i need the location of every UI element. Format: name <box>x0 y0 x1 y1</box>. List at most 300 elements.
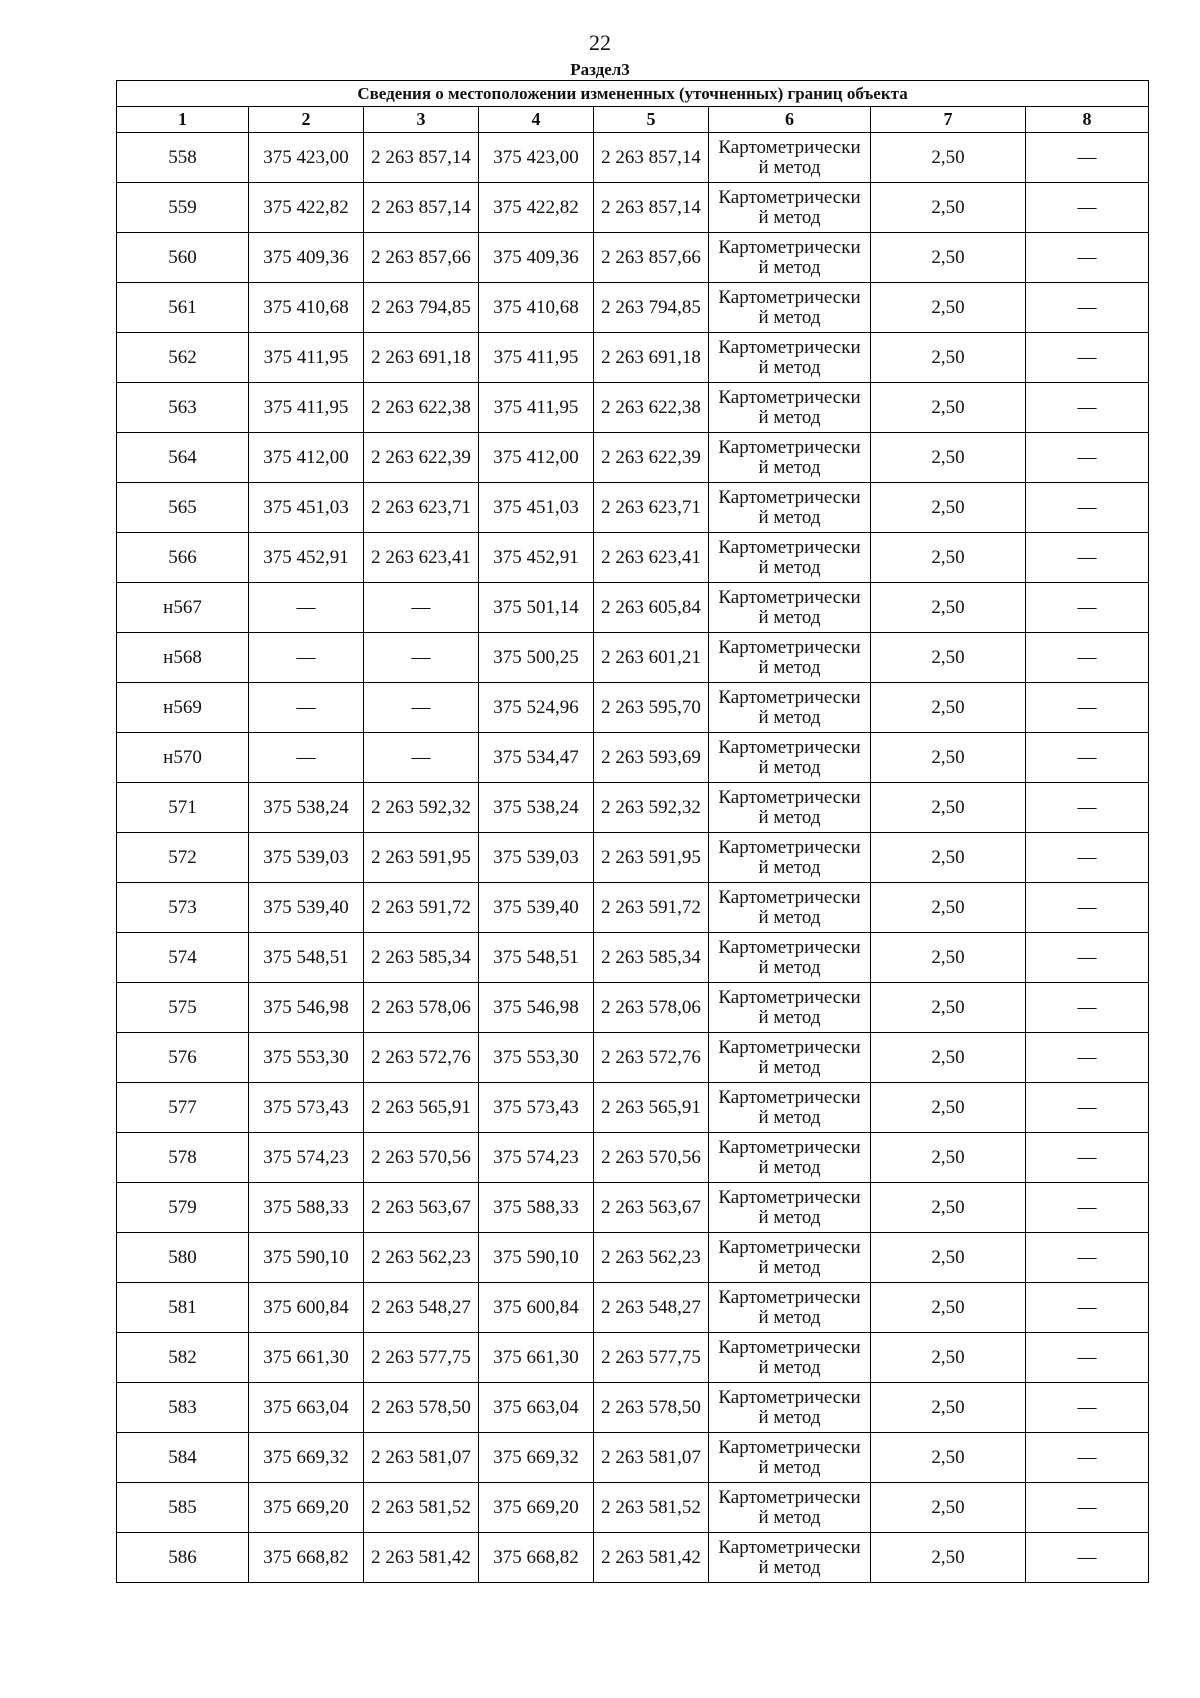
cell-method <box>709 1533 871 1583</box>
method-line-1: Картометрически <box>718 436 861 458</box>
cell-note: — <box>1026 933 1149 983</box>
cell-old-y: — <box>364 683 479 733</box>
cell-new-x: 375 411,95 <box>479 333 594 383</box>
cell-method <box>709 1383 871 1433</box>
table-row <box>117 633 1149 683</box>
cell-new-y: 2 263 548,27 <box>594 1283 709 1333</box>
table-row <box>117 433 1149 483</box>
cell-note: — <box>1026 1383 1149 1433</box>
cell-point-number: 566 <box>117 533 249 583</box>
cell-old-x: 375 668,82 <box>249 1533 364 1583</box>
cell-note: — <box>1026 1483 1149 1533</box>
cell-accuracy: 2,50 <box>871 133 1026 183</box>
cell-new-y: 2 263 601,21 <box>594 633 709 683</box>
cell-old-y: 2 263 581,42 <box>364 1533 479 1583</box>
cell-new-y: 2 263 623,71 <box>594 483 709 533</box>
cell-point-number: 563 <box>117 383 249 433</box>
cell-note: — <box>1026 1133 1149 1183</box>
cell-old-y: 2 263 794,85 <box>364 283 479 333</box>
cell-point-number: 565 <box>117 483 249 533</box>
cell-method <box>709 683 871 733</box>
cell-point-number: 560 <box>117 233 249 283</box>
cell-note: — <box>1026 333 1149 383</box>
method-line-1: Картометрически <box>718 286 861 308</box>
cell-old-x: 375 411,95 <box>249 383 364 433</box>
cell-old-y: 2 263 578,06 <box>364 983 479 1033</box>
cell-point-number: 574 <box>117 933 249 983</box>
table-body <box>117 133 1149 1583</box>
cell-point-number: 562 <box>117 333 249 383</box>
table-row <box>117 1433 1149 1483</box>
cell-old-x: 375 412,00 <box>249 433 364 483</box>
method-line-1: Картометрически <box>718 1436 861 1458</box>
method-line-2: й метод <box>758 406 821 428</box>
cell-new-x: 375 501,14 <box>479 583 594 633</box>
cell-new-y: 2 263 572,76 <box>594 1033 709 1083</box>
cell-old-y: 2 263 857,66 <box>364 233 479 283</box>
cell-method <box>709 1133 871 1183</box>
cell-new-y: 2 263 592,32 <box>594 783 709 833</box>
cell-method <box>709 233 871 283</box>
cell-old-y: 2 263 623,41 <box>364 533 479 583</box>
cell-note: — <box>1026 533 1149 583</box>
method-line-2: й метод <box>758 856 821 878</box>
cell-new-x: 375 600,84 <box>479 1283 594 1333</box>
cell-method <box>709 883 871 933</box>
page-number: 22 <box>589 30 611 55</box>
column-header-5: 5 <box>594 107 709 133</box>
cell-old-y: 2 263 562,23 <box>364 1233 479 1283</box>
table-caption: Сведения о местоположении измененных (уточненных) границ объекта <box>117 81 1149 107</box>
column-header-8: 8 <box>1026 107 1149 133</box>
method-line-1: Картометрически <box>718 186 861 208</box>
method-line-2: й метод <box>758 1256 821 1278</box>
cell-new-x: 375 423,00 <box>479 133 594 183</box>
cell-accuracy: 2,50 <box>871 1233 1026 1283</box>
method-line-2: й метод <box>758 556 821 578</box>
cell-point-number: 564 <box>117 433 249 483</box>
cell-old-x: 375 411,95 <box>249 333 364 383</box>
cell-new-y: 2 263 563,67 <box>594 1183 709 1233</box>
cell-accuracy: 2,50 <box>871 1333 1026 1383</box>
cell-old-x: 375 538,24 <box>249 783 364 833</box>
table-row <box>117 1483 1149 1533</box>
table-row <box>117 183 1149 233</box>
cell-old-x: — <box>249 583 364 633</box>
cell-new-x: 375 410,68 <box>479 283 594 333</box>
cell-accuracy: 2,50 <box>871 483 1026 533</box>
cell-note: — <box>1026 1183 1149 1233</box>
method-line-2: й метод <box>758 656 821 678</box>
method-line-1: Картометрически <box>718 936 861 958</box>
cell-point-number: 576 <box>117 1033 249 1083</box>
cell-accuracy: 2,50 <box>871 1383 1026 1433</box>
method-line-2: й метод <box>758 1206 821 1228</box>
method-line-2: й метод <box>758 356 821 378</box>
cell-old-x: 375 553,30 <box>249 1033 364 1083</box>
cell-old-x: 375 423,00 <box>249 133 364 183</box>
table-row <box>117 983 1149 1033</box>
cell-point-number: 584 <box>117 1433 249 1483</box>
cell-old-y: 2 263 578,50 <box>364 1383 479 1433</box>
cell-point-number: 579 <box>117 1183 249 1233</box>
cell-new-y: 2 263 623,41 <box>594 533 709 583</box>
method-line-2: й метод <box>758 1006 821 1028</box>
cell-old-x: 375 546,98 <box>249 983 364 1033</box>
cell-new-x: 375 538,24 <box>479 783 594 833</box>
cell-method <box>709 1433 871 1483</box>
cell-method <box>709 833 871 883</box>
method-line-2: й метод <box>758 1306 821 1328</box>
cell-new-y: 2 263 577,75 <box>594 1333 709 1383</box>
cell-old-x: — <box>249 733 364 783</box>
cell-method <box>709 783 871 833</box>
cell-old-x: — <box>249 633 364 683</box>
method-line-2: й метод <box>758 1556 821 1578</box>
cell-accuracy: 2,50 <box>871 333 1026 383</box>
cell-point-number: 583 <box>117 1383 249 1433</box>
cell-old-x: 375 573,43 <box>249 1083 364 1133</box>
method-line-2: й метод <box>758 1456 821 1478</box>
cell-old-y: 2 263 623,71 <box>364 483 479 533</box>
cell-accuracy: 2,50 <box>871 583 1026 633</box>
cell-new-x: 375 588,33 <box>479 1183 594 1233</box>
cell-new-x: 375 669,20 <box>479 1483 594 1533</box>
cell-method <box>709 983 871 1033</box>
cell-point-number: 573 <box>117 883 249 933</box>
cell-method <box>709 933 871 983</box>
cell-old-x: — <box>249 683 364 733</box>
cell-accuracy: 2,50 <box>871 1433 1026 1483</box>
method-line-2: й метод <box>758 1506 821 1528</box>
cell-new-x: 375 590,10 <box>479 1233 594 1283</box>
cell-point-number: 572 <box>117 833 249 883</box>
cell-note: — <box>1026 483 1149 533</box>
cell-method <box>709 583 871 633</box>
cell-note: — <box>1026 633 1149 683</box>
table-row <box>117 1083 1149 1133</box>
cell-new-x: 375 452,91 <box>479 533 594 583</box>
cell-new-y: 2 263 581,42 <box>594 1533 709 1583</box>
cell-point-number: 561 <box>117 283 249 333</box>
cell-note: — <box>1026 733 1149 783</box>
cell-new-x: 375 500,25 <box>479 633 594 683</box>
cell-old-y: 2 263 577,75 <box>364 1333 479 1383</box>
cell-new-y: 2 263 585,34 <box>594 933 709 983</box>
method-line-2: й метод <box>758 506 821 528</box>
cell-accuracy: 2,50 <box>871 983 1026 1033</box>
cell-point-number: 559 <box>117 183 249 233</box>
method-line-2: й метод <box>758 606 821 628</box>
cell-new-y: 2 263 857,66 <box>594 233 709 283</box>
method-line-2: й метод <box>758 456 821 478</box>
method-line-2: й метод <box>758 256 821 278</box>
cell-new-y: 2 263 857,14 <box>594 133 709 183</box>
cell-new-x: 375 573,43 <box>479 1083 594 1133</box>
method-line-1: Картометрически <box>718 636 861 658</box>
cell-new-x: 375 422,82 <box>479 183 594 233</box>
cell-old-x: 375 548,51 <box>249 933 364 983</box>
cell-note: — <box>1026 983 1149 1033</box>
cell-new-x: 375 668,82 <box>479 1533 594 1583</box>
cell-accuracy: 2,50 <box>871 1283 1026 1333</box>
cell-old-y: 2 263 857,14 <box>364 183 479 233</box>
method-line-1: Картометрически <box>718 786 861 808</box>
cell-new-y: 2 263 562,23 <box>594 1233 709 1283</box>
cell-new-y: 2 263 570,56 <box>594 1133 709 1183</box>
cell-accuracy: 2,50 <box>871 233 1026 283</box>
table-row <box>117 283 1149 333</box>
cell-note: — <box>1026 133 1149 183</box>
cell-accuracy: 2,50 <box>871 833 1026 883</box>
cell-new-y: 2 263 578,06 <box>594 983 709 1033</box>
cell-old-y: 2 263 622,38 <box>364 383 479 433</box>
method-line-1: Картометрически <box>718 1086 861 1108</box>
cell-new-y: 2 263 565,91 <box>594 1083 709 1133</box>
table-row <box>117 683 1149 733</box>
cell-new-x: 375 553,30 <box>479 1033 594 1083</box>
column-header-1: 1 <box>117 107 249 133</box>
method-line-1: Картометрически <box>718 236 861 258</box>
table-row <box>117 883 1149 933</box>
cell-note: — <box>1026 583 1149 633</box>
method-line-2: й метод <box>758 1056 821 1078</box>
cell-accuracy: 2,50 <box>871 683 1026 733</box>
cell-method <box>709 483 871 533</box>
method-line-2: й метод <box>758 1106 821 1128</box>
cell-accuracy: 2,50 <box>871 1533 1026 1583</box>
cell-old-y: 2 263 581,52 <box>364 1483 479 1533</box>
method-line-2: й метод <box>758 906 821 928</box>
cell-old-x: 375 539,03 <box>249 833 364 883</box>
table-row <box>117 583 1149 633</box>
cell-note: — <box>1026 1033 1149 1083</box>
cell-note: — <box>1026 433 1149 483</box>
table-row <box>117 733 1149 783</box>
cell-old-y: — <box>364 633 479 683</box>
cell-note: — <box>1026 683 1149 733</box>
column-header-2: 2 <box>249 107 364 133</box>
cell-accuracy: 2,50 <box>871 283 1026 333</box>
cell-old-y: 2 263 572,76 <box>364 1033 479 1083</box>
method-line-2: й метод <box>758 756 821 778</box>
cell-point-number: н567 <box>117 583 249 633</box>
cell-accuracy: 2,50 <box>871 433 1026 483</box>
cell-old-y: 2 263 585,34 <box>364 933 479 983</box>
cell-old-x: 375 588,33 <box>249 1183 364 1233</box>
method-line-1: Картометрически <box>718 1536 861 1558</box>
method-line-1: Картометрически <box>718 1336 861 1358</box>
cell-note: — <box>1026 233 1149 283</box>
cell-new-x: 375 409,36 <box>479 233 594 283</box>
cell-new-y: 2 263 622,39 <box>594 433 709 483</box>
cell-new-y: 2 263 605,84 <box>594 583 709 633</box>
cell-old-y: 2 263 691,18 <box>364 333 479 383</box>
method-line-2: й метод <box>758 1356 821 1378</box>
cell-new-y: 2 263 622,38 <box>594 383 709 433</box>
cell-old-x: 375 422,82 <box>249 183 364 233</box>
cell-method <box>709 1033 871 1083</box>
method-line-1: Картометрически <box>718 986 861 1008</box>
cell-accuracy: 2,50 <box>871 183 1026 233</box>
method-line-1: Картометрически <box>718 1036 861 1058</box>
cell-new-y: 2 263 593,69 <box>594 733 709 783</box>
cell-old-y: 2 263 857,14 <box>364 133 479 183</box>
cell-accuracy: 2,50 <box>871 933 1026 983</box>
cell-old-x: 375 409,36 <box>249 233 364 283</box>
cell-new-y: 2 263 578,50 <box>594 1383 709 1433</box>
cell-method <box>709 1333 871 1383</box>
method-line-1: Картометрически <box>718 536 861 558</box>
table-row <box>117 333 1149 383</box>
cell-method <box>709 1233 871 1283</box>
method-line-1: Картометрически <box>718 386 861 408</box>
cell-new-x: 375 669,32 <box>479 1433 594 1483</box>
cell-note: — <box>1026 883 1149 933</box>
cell-point-number: 575 <box>117 983 249 1033</box>
method-line-2: й метод <box>758 956 821 978</box>
cell-point-number: 586 <box>117 1533 249 1583</box>
cell-old-x: 375 539,40 <box>249 883 364 933</box>
cell-old-x: 375 669,32 <box>249 1433 364 1483</box>
method-line-1: Картометрически <box>718 886 861 908</box>
table-row <box>117 1183 1149 1233</box>
cell-accuracy: 2,50 <box>871 383 1026 433</box>
method-line-1: Картометрически <box>718 1136 861 1158</box>
cell-method <box>709 1283 871 1333</box>
cell-old-x: 375 600,84 <box>249 1283 364 1333</box>
method-line-1: Картометрически <box>718 1286 861 1308</box>
method-line-2: й метод <box>758 1406 821 1428</box>
cell-new-y: 2 263 581,52 <box>594 1483 709 1533</box>
table-row <box>117 1233 1149 1283</box>
cell-old-y: 2 263 570,56 <box>364 1133 479 1183</box>
table-row <box>117 1383 1149 1433</box>
cell-new-x: 375 546,98 <box>479 983 594 1033</box>
cell-old-x: 375 663,04 <box>249 1383 364 1433</box>
table-row <box>117 483 1149 533</box>
cell-old-y: 2 263 563,67 <box>364 1183 479 1233</box>
cell-accuracy: 2,50 <box>871 783 1026 833</box>
cell-old-y: 2 263 622,39 <box>364 433 479 483</box>
cell-old-x: 375 669,20 <box>249 1483 364 1533</box>
cell-note: — <box>1026 283 1149 333</box>
cell-point-number: 582 <box>117 1333 249 1383</box>
cell-old-x: 375 452,91 <box>249 533 364 583</box>
cell-accuracy: 2,50 <box>871 1133 1026 1183</box>
method-line-2: й метод <box>758 156 821 178</box>
cell-accuracy: 2,50 <box>871 1183 1026 1233</box>
cell-point-number: н568 <box>117 633 249 683</box>
cell-accuracy: 2,50 <box>871 633 1026 683</box>
cell-method <box>709 283 871 333</box>
table-row <box>117 383 1149 433</box>
table-row <box>117 833 1149 883</box>
table-row <box>117 1533 1149 1583</box>
table-row <box>117 783 1149 833</box>
cell-old-y: — <box>364 733 479 783</box>
cell-note: — <box>1026 783 1149 833</box>
cell-method <box>709 533 871 583</box>
cell-new-x: 375 548,51 <box>479 933 594 983</box>
cell-point-number: 581 <box>117 1283 249 1333</box>
column-number-row <box>117 107 1149 133</box>
cell-new-x: 375 524,96 <box>479 683 594 733</box>
cell-note: — <box>1026 383 1149 433</box>
cell-method <box>709 133 871 183</box>
cell-note: — <box>1026 1433 1149 1483</box>
cell-method <box>709 433 871 483</box>
cell-point-number: 571 <box>117 783 249 833</box>
cell-accuracy: 2,50 <box>871 883 1026 933</box>
cell-new-y: 2 263 581,07 <box>594 1433 709 1483</box>
method-line-1: Картометрически <box>718 1486 861 1508</box>
cell-old-y: 2 263 592,32 <box>364 783 479 833</box>
cell-new-x: 375 661,30 <box>479 1333 594 1383</box>
cell-point-number: 558 <box>117 133 249 183</box>
cell-point-number: 585 <box>117 1483 249 1533</box>
cell-new-x: 375 663,04 <box>479 1383 594 1433</box>
cell-new-y: 2 263 591,72 <box>594 883 709 933</box>
cell-point-number: 578 <box>117 1133 249 1183</box>
column-header-3: 3 <box>364 107 479 133</box>
table-row <box>117 133 1149 183</box>
cell-method <box>709 383 871 433</box>
cell-note: — <box>1026 183 1149 233</box>
method-line-1: Картометрически <box>718 1386 861 1408</box>
table-row <box>117 533 1149 583</box>
cell-method <box>709 183 871 233</box>
cell-old-y: 2 263 591,95 <box>364 833 479 883</box>
column-header-6: 6 <box>709 107 871 133</box>
method-line-2: й метод <box>758 306 821 328</box>
cell-note: — <box>1026 1233 1149 1283</box>
method-line-2: й метод <box>758 206 821 228</box>
method-line-2: й метод <box>758 706 821 728</box>
cell-old-y: 2 263 548,27 <box>364 1283 479 1333</box>
cell-old-x: 375 410,68 <box>249 283 364 333</box>
method-line-2: й метод <box>758 806 821 828</box>
cell-point-number: 580 <box>117 1233 249 1283</box>
cell-method <box>709 1483 871 1533</box>
cell-note: — <box>1026 1083 1149 1133</box>
method-line-1: Картометрически <box>718 1236 861 1258</box>
cell-accuracy: 2,50 <box>871 1483 1026 1533</box>
table-row <box>117 1033 1149 1083</box>
method-line-1: Картометрически <box>718 336 861 358</box>
cell-old-x: 375 590,10 <box>249 1233 364 1283</box>
cell-old-y: 2 263 581,07 <box>364 1433 479 1483</box>
cell-note: — <box>1026 1283 1149 1333</box>
cell-old-y: 2 263 565,91 <box>364 1083 479 1133</box>
cell-new-y: 2 263 857,14 <box>594 183 709 233</box>
cell-accuracy: 2,50 <box>871 1033 1026 1083</box>
cell-method <box>709 1083 871 1133</box>
cell-new-x: 375 534,47 <box>479 733 594 783</box>
cell-point-number: н570 <box>117 733 249 783</box>
cell-point-number: 577 <box>117 1083 249 1133</box>
cell-accuracy: 2,50 <box>871 733 1026 783</box>
cell-method <box>709 733 871 783</box>
cell-old-x: 375 451,03 <box>249 483 364 533</box>
table-row <box>117 1133 1149 1183</box>
cell-accuracy: 2,50 <box>871 533 1026 583</box>
cell-old-y: — <box>364 583 479 633</box>
cell-note: — <box>1026 833 1149 883</box>
table-row <box>117 933 1149 983</box>
column-header-4: 4 <box>479 107 594 133</box>
cell-new-y: 2 263 691,18 <box>594 333 709 383</box>
